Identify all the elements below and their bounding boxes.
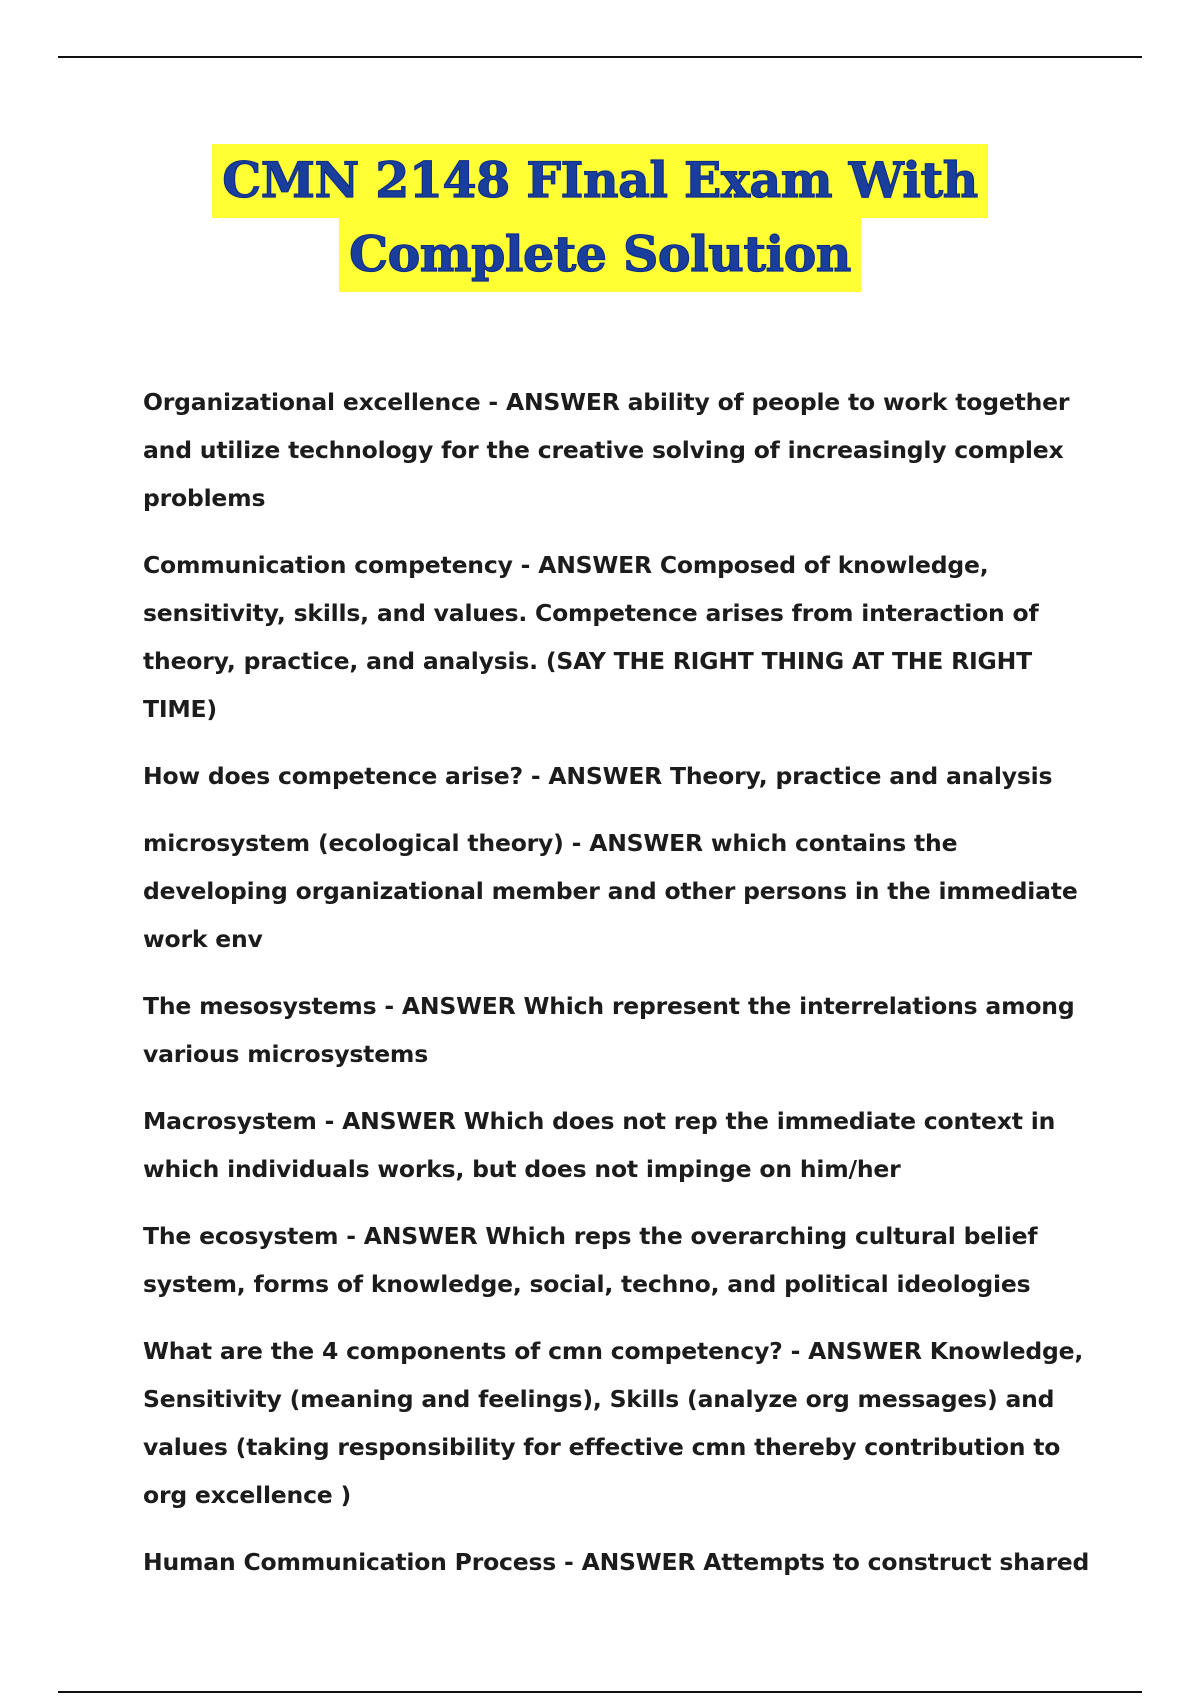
bottom-rule — [58, 1691, 1142, 1693]
qa-entry: The mesosystems - ANSWER Which represent the interrelations among various microsystems — [143, 992, 1075, 1068]
qa-entry: What are the 4 components of cmn competency? - ANSWER Knowledge, Sensitivity (meaning and feelings), Skills (analyze org messages) and values (taking responsibility for effective cmn thereby contribution to org excellence ) — [143, 1337, 1084, 1509]
qa-entry: Organizational excellence - ANSWER ability of people to work together and utilize technology for the creative solving of increasingly complex problems — [143, 388, 1070, 512]
top-rule — [58, 56, 1142, 58]
qa-entry: microsystem (ecological theory) - ANSWER which contains the developing organizational member and other persons in the immediate work env — [143, 829, 1078, 953]
title-line-1: CMN 2148 FInal Exam With — [212, 144, 988, 218]
qa-entry: Communication competency - ANSWER Composed of knowledge, sensitivity, skills, and values. Competence arises from interaction of theory, practice, and analysis. (SAY THE RIGHT THING AT THE RIGHT TIME) — [143, 551, 1039, 723]
qa-entry: Macrosystem - ANSWER Which does not rep the immediate context in which individuals works, but does not impinge on him/her — [143, 1107, 1056, 1183]
qa-list — [143, 378, 1103, 1605]
document-title — [0, 144, 1200, 292]
qa-entry: Human Communication Process - ANSWER Attempts to construct shared — [143, 1548, 1090, 1576]
qa-entry: How does competence arise? - ANSWER Theory, practice and analysis — [143, 762, 1053, 790]
qa-entry: The ecosystem - ANSWER Which reps the overarching cultural belief system, forms of knowledge, social, techno, and political ideologies — [143, 1222, 1038, 1298]
title-line-2: Complete Solution — [339, 218, 861, 292]
